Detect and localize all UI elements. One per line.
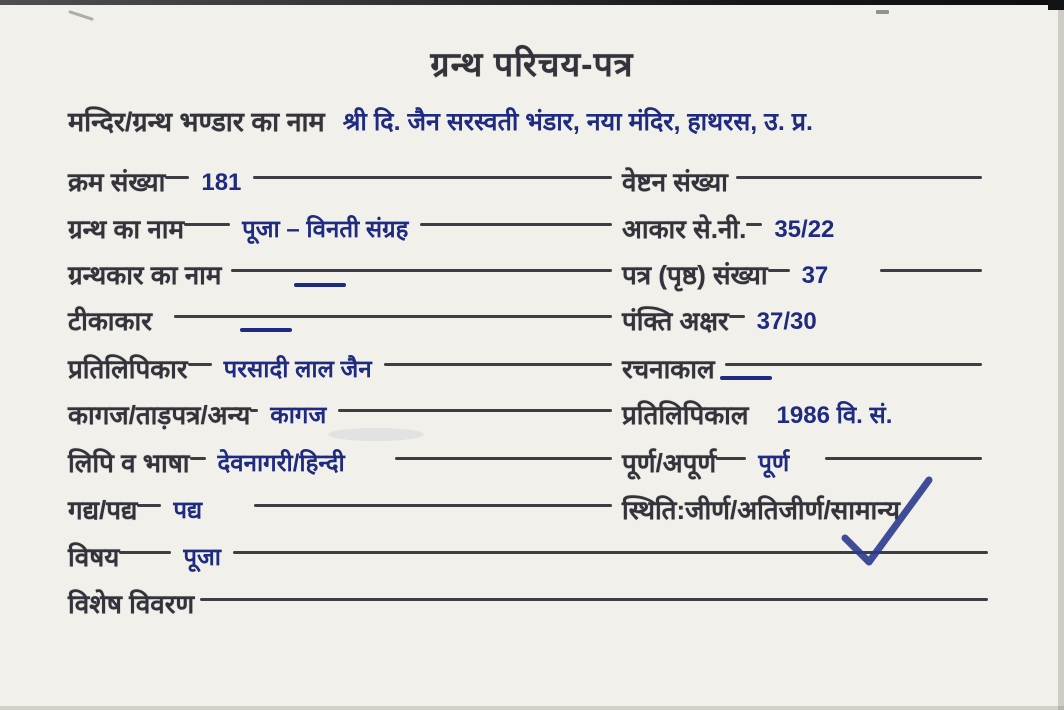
scan-corner-artifact [1048, 0, 1064, 10]
ink-dash-mark [240, 328, 292, 332]
rule-line [188, 363, 212, 366]
rule-line [736, 176, 982, 179]
rule-line [420, 223, 612, 226]
rule-line [250, 409, 258, 412]
rule-line [254, 504, 612, 507]
field-label: टीकाकार [68, 306, 152, 336]
rule-line [233, 551, 988, 554]
rule-line [184, 223, 230, 226]
field-label: गद्य/पद्य [68, 495, 138, 525]
field-row-leaf-count [622, 259, 982, 299]
scan-bottom-edge [0, 706, 1064, 710]
rule-line [119, 551, 171, 554]
scan-right-edge [1058, 0, 1064, 710]
rule-line [825, 457, 982, 460]
field-value-ink: पूजा [183, 544, 221, 571]
field-value-ink: पद्य [173, 497, 203, 524]
field-row-book-name [68, 213, 612, 253]
rule-line [231, 269, 612, 272]
field-label: कागज/ताड़पत्र/अन्य [68, 400, 251, 430]
field-value-ink: 1986 वि. सं. [776, 402, 893, 429]
field-label: विषय [68, 542, 120, 572]
field-value-ink: पूर्ण [758, 450, 790, 477]
rule-line [137, 504, 161, 507]
field-label: पूर्ण/अपूर्ण [622, 448, 717, 478]
rule-line [338, 409, 612, 412]
field-value-ink: पूजा – विनती संग्रह [242, 216, 409, 243]
field-label: सामान्य [830, 495, 901, 525]
ink-dash-mark [294, 283, 346, 287]
field-row-commentator [68, 305, 612, 345]
repository-label: मन्दिर/ग्रन्थ भण्डार का नाम [68, 107, 325, 137]
field-label: प्रतिलिपिकार [68, 354, 188, 384]
rule-line [174, 315, 612, 318]
field-row-script-language [68, 447, 612, 487]
field-label: पंक्ति अक्षर [622, 306, 729, 336]
field-label: क्रम संख्या [68, 167, 166, 197]
field-row-lines-letters [622, 305, 982, 345]
rule-line [190, 457, 206, 460]
rule-line [200, 598, 988, 601]
field-row-subject [68, 541, 988, 581]
field-row-condition [622, 494, 982, 534]
field-row-composition-date [622, 353, 982, 393]
ink-dash-mark [720, 376, 772, 380]
rule-line [165, 176, 189, 179]
field-label: प्रतिलिपिकाल [622, 400, 749, 430]
field-value-ink: कागज [270, 402, 327, 429]
field-row-material [68, 399, 612, 439]
rule-line [716, 457, 746, 460]
condition-checked-option [831, 494, 900, 527]
field-label: ग्रन्थकार का नाम [68, 260, 222, 290]
rule-line [384, 363, 612, 366]
rule-line [746, 223, 762, 226]
rule-line [395, 457, 612, 460]
field-label: रचनाकाल [622, 354, 715, 384]
field-row-complete-incomplete [622, 447, 982, 487]
field-label: आकार से.नी. [622, 214, 747, 244]
rule-line [253, 176, 612, 179]
scan-top-edge [0, 0, 1064, 5]
field-row-copy-date [622, 399, 982, 439]
field-row-bundle-number [622, 166, 982, 206]
field-value-ink: 181 [201, 169, 242, 196]
field-row-copyist [68, 353, 612, 393]
repository-field-row [68, 104, 1048, 141]
scan-mark-artifact [876, 10, 889, 14]
scan-scratch-artifact [68, 10, 94, 21]
rule-line [880, 269, 982, 272]
repository-value-ink: श्री दि. जैन सरस्वती भंडार, नया मंदिर, हाथरस, उ. प्र. [342, 108, 813, 136]
field-row-serial-number [68, 166, 612, 206]
field-label: वेष्टन संख्या [622, 167, 728, 197]
field-value-ink: परसादी लाल जैन [223, 356, 372, 383]
field-row-author-name [68, 259, 612, 299]
field-value-ink: 37 [801, 262, 829, 289]
rule-line [725, 363, 982, 366]
field-label: ग्रन्थ का नाम [68, 214, 185, 244]
form-title: ग्रन्थ परिचय-पत्र [430, 46, 634, 84]
field-row-size-cm [622, 213, 982, 253]
field-label: लिपि व भाषा [68, 448, 190, 478]
field-label: स्थिति:जीर्ण/अतिजीर्ण/ [622, 495, 831, 525]
field-row-special-details [68, 588, 988, 628]
rule-line [729, 315, 745, 318]
field-value-ink: 35/22 [774, 216, 835, 243]
rule-line [768, 269, 790, 272]
field-label: पत्र (पृष्ठ) संख्या [622, 260, 768, 290]
field-label: विशेष विवरण [68, 589, 195, 619]
field-row-prose-verse [68, 494, 612, 534]
field-value-ink: 37/30 [756, 308, 817, 335]
field-value-ink: देवनागरी/हिन्दी [217, 450, 345, 477]
